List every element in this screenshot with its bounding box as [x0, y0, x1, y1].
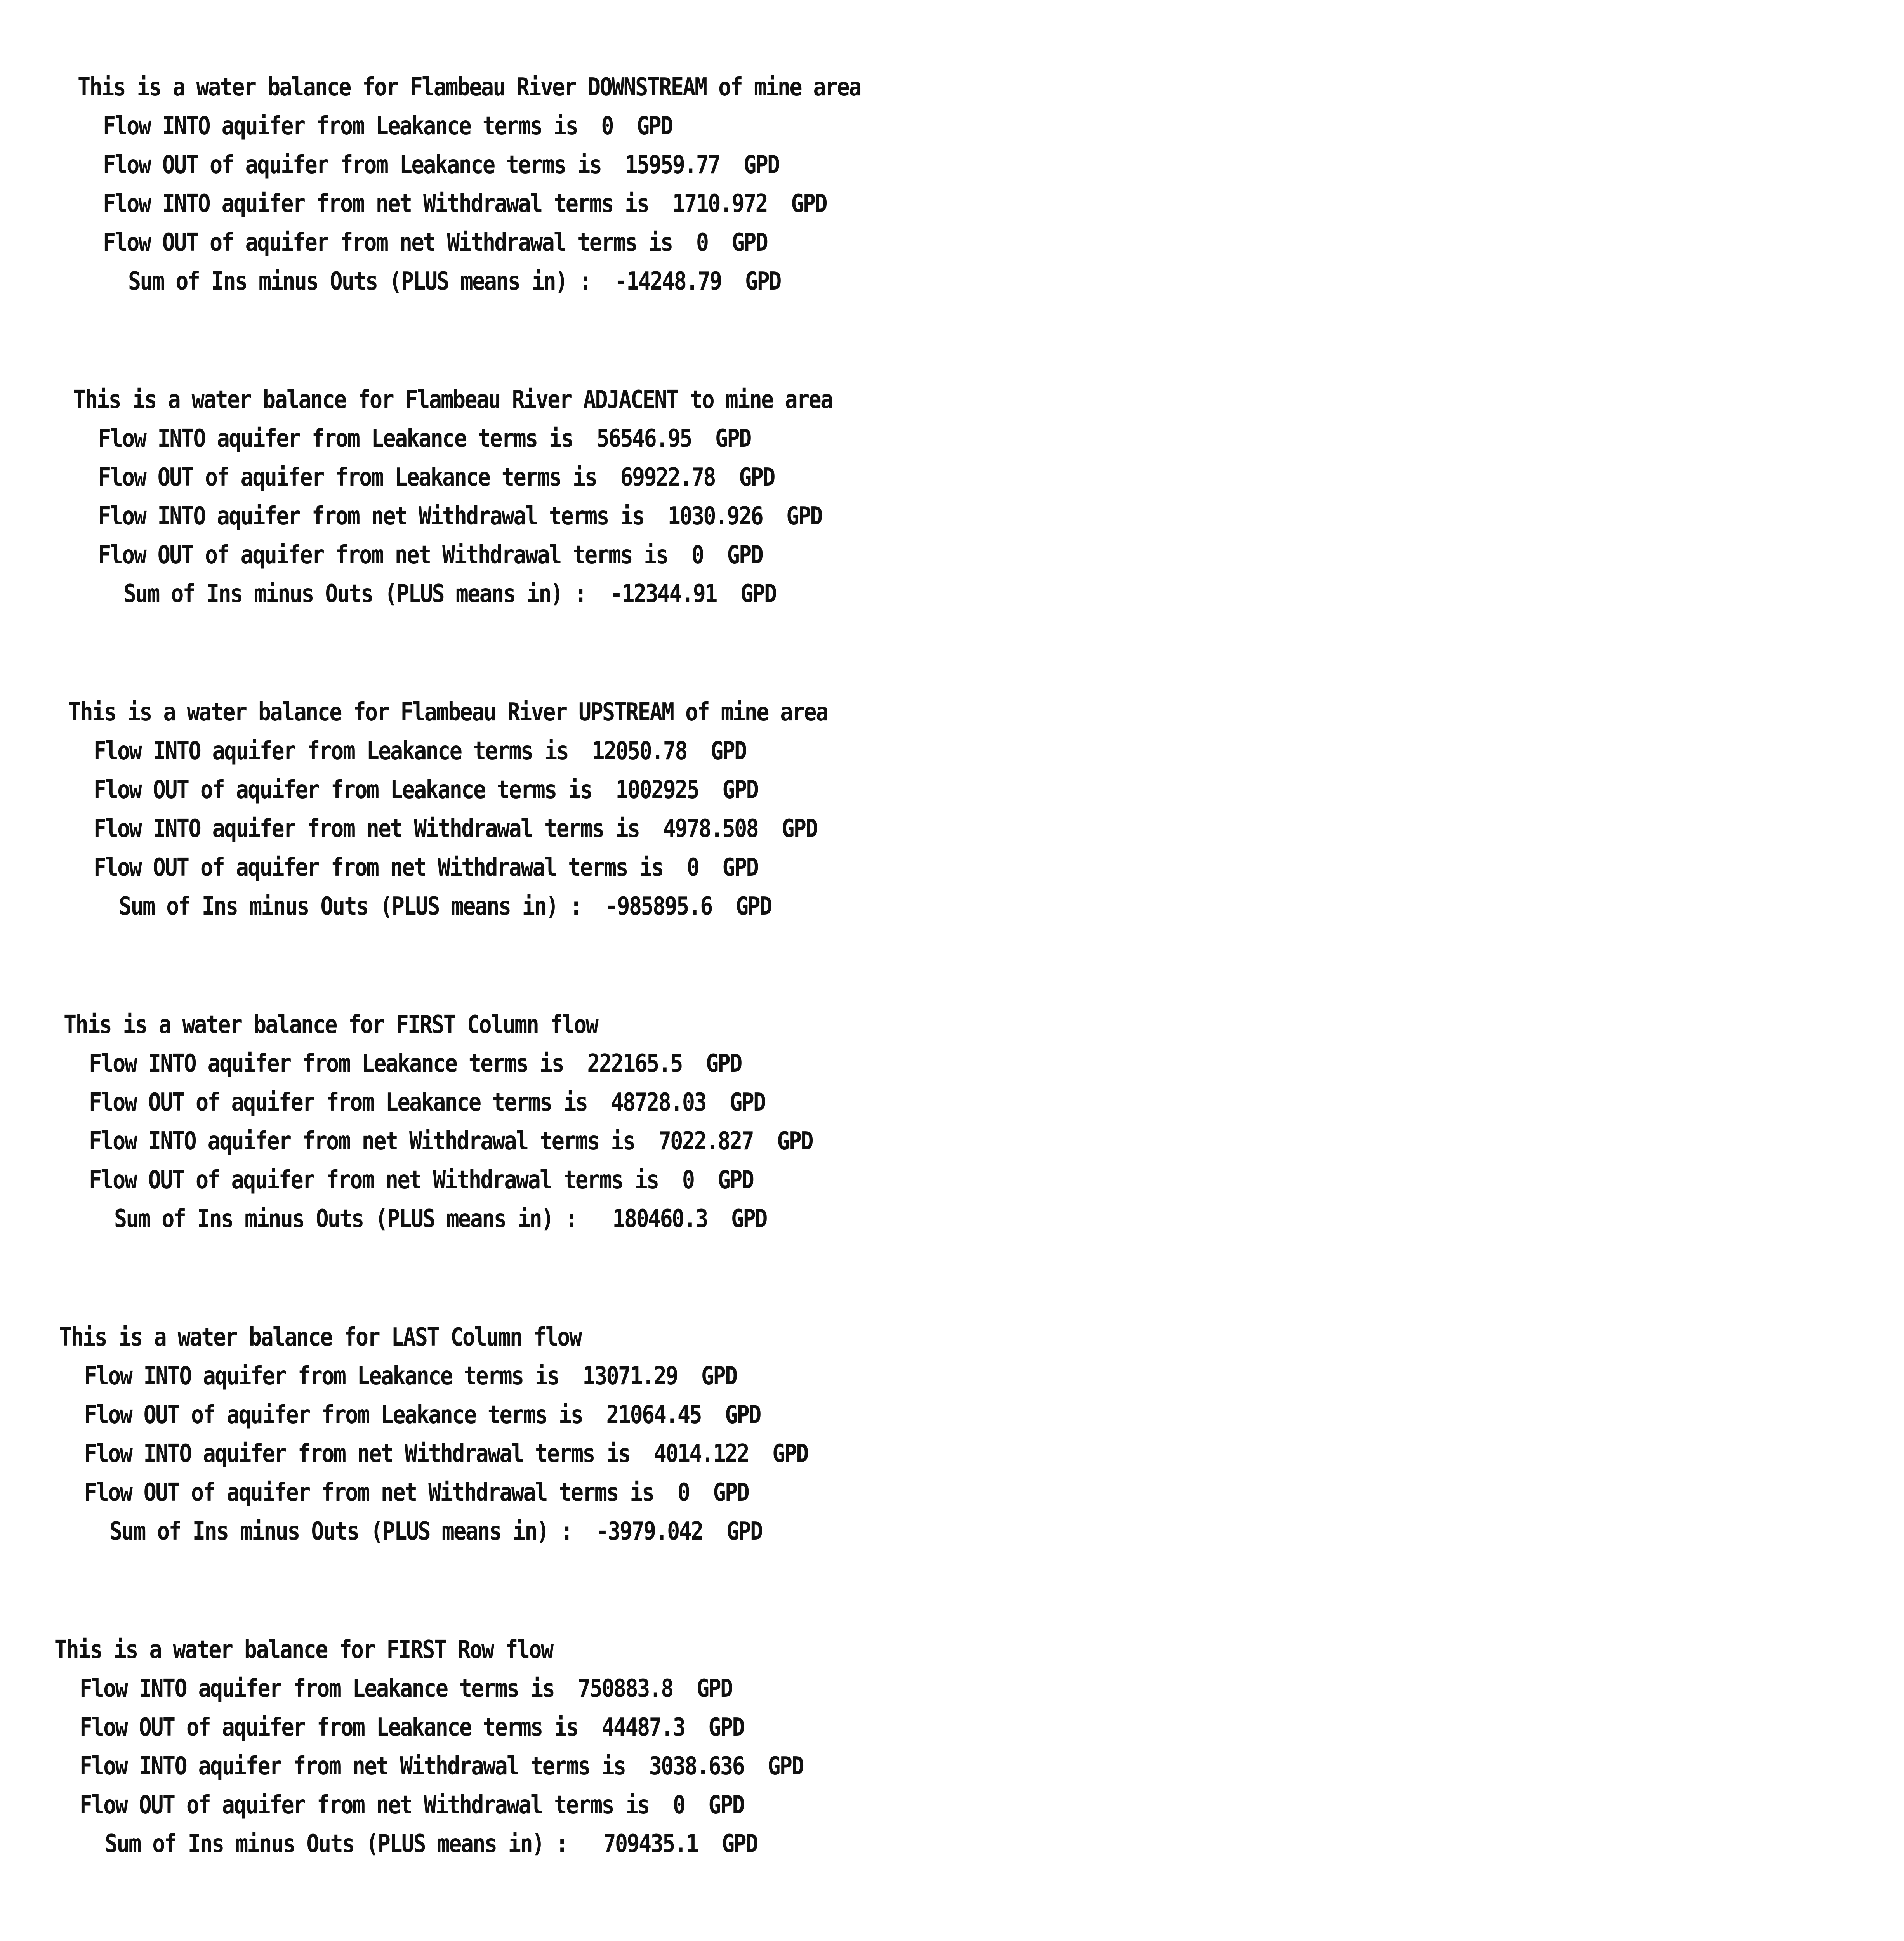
balance-sum-line: Sum of Ins minus Outs (PLUS means in) : -12344.91 GPD — [123, 580, 776, 608]
balance-line: Flow INTO aquifer from Leakance terms is 0 GPD — [103, 112, 672, 141]
balance-line: Flow OUT of aquifer from net Withdrawal terms is 0 GPD — [80, 1791, 744, 1819]
balance-line: Flow OUT of aquifer from Leakance terms is 1002925 GPD — [94, 776, 758, 804]
balance-line: Flow INTO aquifer from net Withdrawal terms is 4978.508 GPD — [94, 814, 817, 843]
balance-line: Flow INTO aquifer from Leakance terms is 13071.29 GPD — [84, 1362, 737, 1391]
balance-title: This is a water balance for LAST Column flow — [59, 1323, 581, 1352]
balance-line: Flow INTO aquifer from net Withdrawal terms is 3038.636 GPD — [80, 1752, 803, 1781]
balance-line: Flow OUT of aquifer from net Withdrawal terms is 0 GPD — [103, 228, 768, 257]
balance-line: Flow OUT of aquifer from net Withdrawal terms is 0 GPD — [94, 853, 758, 882]
balance-sum-line: Sum of Ins minus Outs (PLUS means in) : -985895.6 GPD — [119, 892, 771, 921]
balance-line: Flow INTO aquifer from Leakance terms is 222165.5 GPD — [89, 1049, 742, 1078]
balance-title: This is a water balance for Flambeau River ADJACENT to mine area — [73, 385, 832, 414]
balance-line: Flow INTO aquifer from net Withdrawal terms is 7022.827 GPD — [89, 1127, 813, 1156]
balance-title: This is a water balance for Flambeau River UPSTREAM of mine area — [68, 698, 828, 727]
balance-line: Flow OUT of aquifer from net Withdrawal terms is 0 GPD — [84, 1478, 749, 1507]
balance-line: Flow OUT of aquifer from Leakance terms is 48728.03 GPD — [89, 1088, 765, 1117]
balance-line: Flow INTO aquifer from net Withdrawal terms is 4014.122 GPD — [84, 1439, 808, 1468]
balance-title: This is a water balance for FIRST Column flow — [64, 1010, 598, 1039]
balance-title: This is a water balance for Flambeau River DOWNSTREAM of mine area — [78, 73, 861, 102]
balance-line: Flow OUT of aquifer from Leakance terms is 44487.3 GPD — [80, 1713, 744, 1742]
balance-line: Flow INTO aquifer from Leakance terms is 750883.8 GPD — [80, 1674, 732, 1703]
balance-sum-line: Sum of Ins minus Outs (PLUS means in) : -3979.042 GPD — [109, 1517, 762, 1546]
balance-sum-line: Sum of Ins minus Outs (PLUS means in) : -14248.79 GPD — [128, 267, 781, 296]
balance-line: Flow INTO aquifer from net Withdrawal terms is 1030.926 GPD — [98, 502, 822, 531]
balance-line: Flow INTO aquifer from net Withdrawal terms is 1710.972 GPD — [103, 189, 827, 218]
balance-sum-line: Sum of Ins minus Outs (PLUS means in) : 180460.3 GPD — [114, 1205, 767, 1233]
balance-line: Flow OUT of aquifer from Leakance terms is 69922.78 GPD — [98, 463, 775, 492]
balance-line: Flow INTO aquifer from Leakance terms is 56546.95 GPD — [98, 424, 751, 453]
balance-line: Flow OUT of aquifer from net Withdrawal terms is 0 GPD — [89, 1166, 754, 1194]
balance-title: This is a water balance for FIRST Row flow — [54, 1635, 553, 1664]
balance-line: Flow INTO aquifer from Leakance terms is 12050.78 GPD — [94, 737, 746, 766]
balance-sum-line: Sum of Ins minus Outs (PLUS means in) : 709435.1 GPD — [105, 1830, 757, 1858]
balance-line: Flow OUT of aquifer from Leakance terms is 15959.77 GPD — [103, 151, 779, 179]
balance-line: Flow OUT of aquifer from net Withdrawal terms is 0 GPD — [98, 541, 763, 569]
balance-line: Flow OUT of aquifer from Leakance terms is 21064.45 GPD — [84, 1401, 761, 1429]
